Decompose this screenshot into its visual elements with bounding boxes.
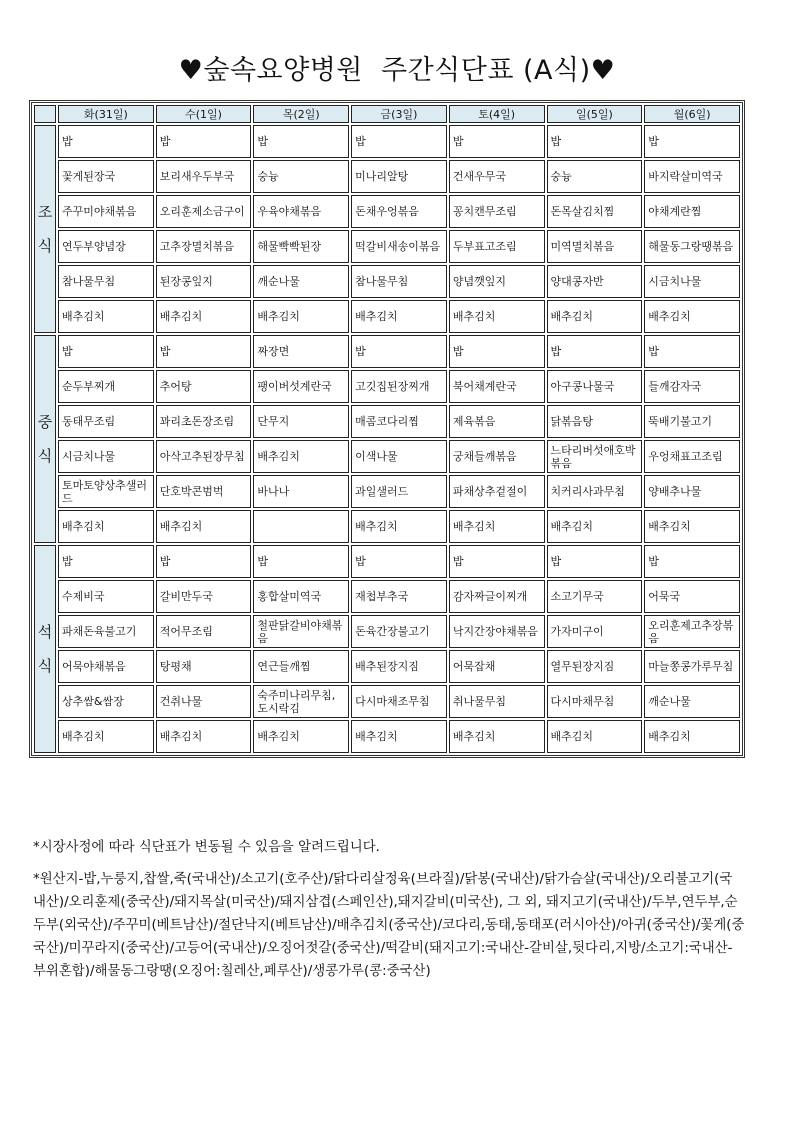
menu-row <box>34 335 740 368</box>
header-corner <box>34 105 56 123</box>
menu-item: 양념깻잎지 <box>449 265 545 298</box>
menu-item: 닭볶음탕 <box>547 405 643 438</box>
menu-item: 밥 <box>351 335 447 368</box>
menu-item: 파채돈육불고기 <box>58 615 154 648</box>
menu-item: 밥 <box>547 125 643 158</box>
menu-item: 시금치나물 <box>58 440 154 473</box>
menu-item: 파채상추겉절이 <box>449 475 545 508</box>
menu-body <box>34 125 740 753</box>
menu-item: 밥 <box>58 125 154 158</box>
menu-item: 토마토양상추샐러드 <box>58 475 154 508</box>
menu-item: 취나물무침 <box>449 685 545 718</box>
menu-item: 배추김치 <box>156 510 252 543</box>
weekly-menu-table <box>29 100 745 758</box>
menu-item: 밥 <box>351 545 447 578</box>
menu-item: 탕평채 <box>156 650 252 683</box>
menu-row <box>34 685 740 718</box>
menu-item: 밥 <box>253 125 349 158</box>
menu-item: 연두부양념장 <box>58 230 154 263</box>
menu-item: 팽이버섯계란국 <box>253 370 349 403</box>
menu-item: 주꾸미야채볶음 <box>58 195 154 228</box>
menu-item: 숭늉 <box>547 160 643 193</box>
menu-item: 이색나물 <box>351 440 447 473</box>
menu-item: 밥 <box>449 545 545 578</box>
menu-item: 배추김치 <box>644 720 740 753</box>
menu-row <box>34 545 740 578</box>
menu-item: 배추김치 <box>547 720 643 753</box>
menu-item: 돈목살김치찜 <box>547 195 643 228</box>
menu-row <box>34 160 740 193</box>
menu-item: 순두부찌개 <box>58 370 154 403</box>
menu-item: 단호박콘범벅 <box>156 475 252 508</box>
market-notice: *시장사정에 따라 식단표가 변동될 수 있음을 알려드립니다. <box>33 840 380 855</box>
menu-item: 밥 <box>156 125 252 158</box>
menu-row <box>34 125 740 158</box>
menu-item: 밥 <box>58 545 154 578</box>
menu-item: 숭늉 <box>253 160 349 193</box>
menu-item: 밥 <box>351 125 447 158</box>
menu-item: 꽃게된장국 <box>58 160 154 193</box>
menu-item: 밥 <box>58 335 154 368</box>
menu-item: 아구콩나물국 <box>547 370 643 403</box>
menu-item: 느타리버섯애호박볶음 <box>547 440 643 473</box>
menu-item: 어묵야채볶음 <box>58 650 154 683</box>
menu-item: 배추김치 <box>58 720 154 753</box>
menu-item: 배추김치 <box>547 300 643 333</box>
menu-item: 미나리알탕 <box>351 160 447 193</box>
menu-item: 돈채우엉볶음 <box>351 195 447 228</box>
meal-label: 중 식 <box>34 335 56 543</box>
menu-item: 밥 <box>644 545 740 578</box>
meal-label: 조 식 <box>34 125 56 333</box>
menu-row <box>34 405 740 438</box>
menu-item: 해물동그랑땡볶음 <box>644 230 740 263</box>
menu-item: 가자미구이 <box>547 615 643 648</box>
menu-item: 상추쌈&쌈장 <box>58 685 154 718</box>
menu-item: 고추장멸치볶음 <box>156 230 252 263</box>
menu-item: 깨순나물 <box>253 265 349 298</box>
menu-item: 동태무조림 <box>58 405 154 438</box>
menu-row <box>34 510 740 543</box>
menu-row <box>34 230 740 263</box>
menu-grid <box>32 103 742 755</box>
day-header: 목(2일) <box>253 105 349 123</box>
menu-item: 아삭고추된장무침 <box>156 440 252 473</box>
menu-item: 바지락살미역국 <box>644 160 740 193</box>
menu-item: 배추김치 <box>156 300 252 333</box>
menu-row <box>34 475 740 508</box>
menu-item: 배추김치 <box>58 300 154 333</box>
menu-item: 양대콩자반 <box>547 265 643 298</box>
menu-item: 밥 <box>644 125 740 158</box>
menu-item: 미역멸치볶음 <box>547 230 643 263</box>
menu-item: 된장콩잎지 <box>156 265 252 298</box>
menu-item: 적어무조림 <box>156 615 252 648</box>
menu-item: 밥 <box>644 335 740 368</box>
menu-item: 밥 <box>156 335 252 368</box>
menu-item: 단무지 <box>253 405 349 438</box>
menu-item: 양배추나물 <box>644 475 740 508</box>
menu-item: 배추김치 <box>351 300 447 333</box>
menu-item: 갈비만두국 <box>156 580 252 613</box>
menu-item: 숙주미나리무침,도시락김 <box>253 685 349 718</box>
menu-item: 고깃집된장찌개 <box>351 370 447 403</box>
menu-item: 배추김치 <box>253 720 349 753</box>
menu-item: 배추김치 <box>351 510 447 543</box>
day-header: 수(1일) <box>156 105 252 123</box>
day-header-row <box>34 105 740 123</box>
menu-item: 배추김치 <box>351 720 447 753</box>
menu-item: 우육야채볶음 <box>253 195 349 228</box>
menu-item: 참나물무침 <box>351 265 447 298</box>
menu-row <box>34 440 740 473</box>
menu-item: 수제비국 <box>58 580 154 613</box>
menu-item: 밥 <box>449 125 545 158</box>
menu-item: 오리훈제고추장볶음 <box>644 615 740 648</box>
menu-item: 밥 <box>253 545 349 578</box>
menu-row <box>34 650 740 683</box>
menu-item: 시금치나물 <box>644 265 740 298</box>
day-header: 화(31일) <box>58 105 154 123</box>
menu-row <box>34 370 740 403</box>
menu-row <box>34 265 740 298</box>
menu-item: 다시마채무침 <box>547 685 643 718</box>
notes <box>33 836 745 992</box>
menu-item: 배추김치 <box>253 300 349 333</box>
menu-item: 꽁치캔무조림 <box>449 195 545 228</box>
menu-item: 밥 <box>449 335 545 368</box>
menu-item: 건취나물 <box>156 685 252 718</box>
menu-item: 밥 <box>547 335 643 368</box>
menu-row <box>34 580 740 613</box>
menu-item: 바나나 <box>253 475 349 508</box>
menu-item: 밥 <box>547 545 643 578</box>
menu-item: 열무된장지짐 <box>547 650 643 683</box>
menu-item: 짜장면 <box>253 335 349 368</box>
menu-item: 어묵잡채 <box>449 650 545 683</box>
meal-label: 석 식 <box>34 545 56 753</box>
menu-row <box>34 300 740 333</box>
menu-item: 깨순나물 <box>644 685 740 718</box>
menu-item: 배추김치 <box>58 510 154 543</box>
menu-item: 배추김치 <box>644 300 740 333</box>
menu-item: 과일샐러드 <box>351 475 447 508</box>
menu-item: 건새우무국 <box>449 160 545 193</box>
menu-item: 우엉채표고조림 <box>644 440 740 473</box>
menu-item: 마늘쫑콩가루무침 <box>644 650 740 683</box>
day-header: 월(6일) <box>644 105 740 123</box>
menu-item: 야채계란찜 <box>644 195 740 228</box>
menu-row <box>34 720 740 753</box>
menu-row <box>34 195 740 228</box>
menu-item: 보리새우두부국 <box>156 160 252 193</box>
menu-item: 매콤코다리찜 <box>351 405 447 438</box>
menu-item: 배추김치 <box>449 720 545 753</box>
menu-item: 추어탕 <box>156 370 252 403</box>
menu-item: 떡갈비새송이볶음 <box>351 230 447 263</box>
menu-item: 제육볶음 <box>449 405 545 438</box>
day-header: 토(4일) <box>449 105 545 123</box>
day-header: 금(3일) <box>351 105 447 123</box>
menu-item: 철판닭갈비야채볶음 <box>253 615 349 648</box>
menu-item <box>253 510 349 543</box>
origin-notice: *원산지-밥,누룽지,찹쌀,죽(국내산)/소고기(호주산)/닭다리살정육(브라질)/닭봉(국내산)/닭가슴살(국내산)/오리불고기(국내산)/오리훈제(중국산)/돼지목살(미국산)/돼지삼겹(스페인산),돼지갈비(미국산), 그 외, 돼지고기(국내산)/두부,연두부,순두부(외국산)/주꾸미(베트남산)/절단낙지(베트남산)/배추김치(중국산)/코다리,동태,동태포(러시아산)/아귀(중국산)/꽃게(중국산)/미꾸라지(중국산)/고등어(국내산)/오징어젓갈(중국산)/떡갈비(돼지고기:국내산-갈비살,뒷다리,지방/소고기:국내산-부위혼합)/해물동그랑땡(오징어:칠레산,페루산)/생콩가루(콩:중국산) <box>33 872 745 979</box>
menu-item: 배추된장지짐 <box>351 650 447 683</box>
day-header: 일(5일) <box>547 105 643 123</box>
menu-item: 배추김치 <box>253 440 349 473</box>
menu-item: 낙지간장야채볶음 <box>449 615 545 648</box>
menu-item: 북어채계란국 <box>449 370 545 403</box>
menu-item: 재첩부추국 <box>351 580 447 613</box>
menu-item: 오리훈제소금구이 <box>156 195 252 228</box>
menu-item: 궁채들깨볶음 <box>449 440 545 473</box>
menu-item: 치커리사과무침 <box>547 475 643 508</box>
page-title: ♥숲속요양병원 주간식단표 (A식)♥ <box>178 55 616 86</box>
menu-item: 배추김치 <box>644 510 740 543</box>
menu-item: 들깨감자국 <box>644 370 740 403</box>
menu-item: 두부표고조림 <box>449 230 545 263</box>
menu-item: 연근들깨찜 <box>253 650 349 683</box>
menu-item: 배추김치 <box>547 510 643 543</box>
menu-item: 배추김치 <box>156 720 252 753</box>
menu-item: 밥 <box>156 545 252 578</box>
menu-item: 홍합살미역국 <box>253 580 349 613</box>
menu-item: 꽈리초돈장조림 <box>156 405 252 438</box>
menu-item: 소고기무국 <box>547 580 643 613</box>
menu-item: 다시마채조무침 <box>351 685 447 718</box>
menu-item: 배추김치 <box>449 510 545 543</box>
menu-item: 감자짜글이찌개 <box>449 580 545 613</box>
menu-row <box>34 615 740 648</box>
menu-item: 돈육간장불고기 <box>351 615 447 648</box>
menu-item: 참나물무침 <box>58 265 154 298</box>
menu-item: 어묵국 <box>644 580 740 613</box>
menu-item: 해물빡빡된장 <box>253 230 349 263</box>
menu-item: 뚝배기불고기 <box>644 405 740 438</box>
menu-item: 배추김치 <box>449 300 545 333</box>
